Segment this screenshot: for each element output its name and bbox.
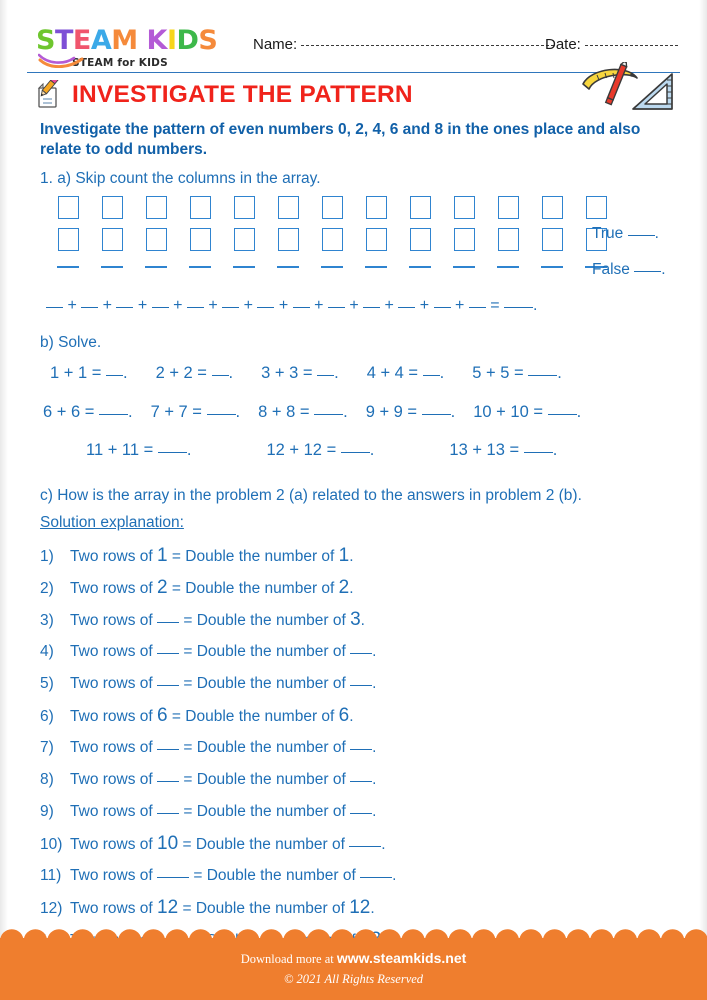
period: .	[334, 364, 339, 382]
solve-problem	[449, 441, 557, 459]
solution-middle-text: = Double the number of	[179, 612, 351, 629]
array-cell[interactable]	[310, 228, 354, 251]
blank-line	[233, 266, 255, 268]
solution-double-of-blank[interactable]	[350, 781, 372, 782]
solution-double-of-value: 6	[338, 705, 350, 726]
solve-answer-blank[interactable]	[158, 452, 187, 453]
array-square[interactable]	[498, 196, 519, 219]
solution-item-number: 4)	[40, 643, 54, 660]
blank-line	[497, 266, 519, 268]
column-count-blank[interactable]	[442, 266, 486, 268]
solution-double-of-blank[interactable]	[350, 813, 372, 814]
logo-letter: S	[36, 25, 55, 56]
solution-double-of-blank[interactable]	[350, 653, 372, 654]
column-count-blank[interactable]	[90, 266, 134, 268]
array-row-1	[46, 196, 618, 219]
array-cell[interactable]	[134, 228, 178, 251]
plus-operator: +	[450, 297, 469, 314]
solution-prefix-text: Two rows of	[66, 675, 158, 692]
blank-line	[145, 266, 167, 268]
logo-letter: S	[198, 25, 218, 56]
array-square[interactable]	[234, 196, 255, 219]
period: .	[370, 900, 375, 917]
blank-line	[277, 266, 299, 268]
plus-operator: +	[415, 297, 434, 314]
solve-answer-blank[interactable]	[341, 452, 370, 453]
period: .	[228, 364, 234, 382]
name-label: Name:	[253, 36, 298, 53]
sum-term-blank[interactable]	[363, 307, 380, 308]
array-square[interactable]	[190, 228, 211, 251]
false-blank[interactable]	[634, 271, 661, 272]
period: .	[127, 403, 133, 421]
period: .	[576, 403, 582, 421]
solution-double-of-blank[interactable]	[349, 846, 381, 847]
plus-operator: +	[98, 297, 117, 314]
name-input-line[interactable]	[301, 45, 554, 46]
solve-row-1	[50, 364, 562, 383]
blank-line	[101, 266, 123, 268]
logo-letter: K	[146, 25, 167, 56]
solution-list-item	[40, 764, 660, 796]
logo-letter	[138, 27, 147, 54]
solution-list-item	[40, 604, 660, 636]
solution-middle-text: = Double the number of	[179, 803, 351, 820]
question-1b-prompt: b) Solve.	[40, 334, 102, 351]
array-cell[interactable]	[354, 196, 398, 219]
solve-expression: 10 + 10 =	[473, 403, 548, 421]
solution-middle-text: = Double the number of	[178, 836, 350, 853]
solution-rows-of-blank[interactable]	[157, 877, 189, 878]
solve-expression: 1 + 1 =	[50, 364, 106, 382]
plus-operator: +	[380, 297, 399, 314]
solve-problem	[156, 364, 234, 382]
array-cell[interactable]	[310, 196, 354, 219]
sum-term-blank[interactable]	[257, 307, 274, 308]
array-cell[interactable]	[530, 228, 574, 251]
blank-line	[541, 266, 563, 268]
solve-expression: 5 + 5 =	[472, 364, 529, 382]
array-square[interactable]	[102, 228, 123, 251]
plus-operator: +	[239, 297, 258, 314]
period: .	[450, 403, 456, 421]
array-square[interactable]	[278, 196, 299, 219]
array-square[interactable]	[454, 196, 475, 219]
column-count-blank[interactable]	[266, 266, 310, 268]
question-1a-prompt: 1. a) Skip count the columns in the array.	[40, 170, 321, 187]
pencil-paper-icon	[32, 80, 62, 110]
plus-operator: +	[344, 297, 364, 314]
array-square[interactable]	[278, 228, 299, 251]
solution-list-item	[40, 860, 660, 892]
true-false-block	[592, 216, 666, 289]
blank-line	[321, 266, 343, 268]
sum-term-blank[interactable]	[434, 307, 451, 308]
logo-tagline: STEAM for KIDS	[72, 57, 168, 69]
column-count-blank[interactable]	[222, 266, 266, 268]
array-square[interactable]	[366, 228, 387, 251]
column-count-blank[interactable]	[46, 266, 90, 268]
solve-answer-blank[interactable]	[528, 375, 557, 376]
solution-rows-of-value: 10	[157, 833, 179, 854]
solve-expression: 3 + 3 =	[261, 364, 318, 382]
solution-rows-of-blank[interactable]	[157, 685, 179, 686]
solve-answer-blank[interactable]	[423, 375, 440, 376]
period: .	[360, 612, 365, 629]
plus-operator: +	[63, 297, 82, 314]
solve-problem	[258, 403, 348, 421]
period: .	[372, 643, 377, 660]
date-input-line[interactable]	[585, 45, 678, 46]
solve-expression: 6 + 6 =	[43, 403, 99, 421]
blank-line	[409, 266, 431, 268]
intro-paragraph: Investigate the pattern of even numbers 0, 2, 4, 6 and 8 in the ones place and also relate to odd numbers.	[40, 121, 641, 159]
plus-operator: +	[309, 297, 328, 314]
period: .	[372, 739, 377, 756]
period: .	[381, 836, 386, 853]
array-cell[interactable]	[266, 228, 310, 251]
solve-problem	[366, 403, 456, 421]
solve-problem	[266, 441, 374, 459]
logo-letter: I	[166, 25, 177, 56]
page-left-edge	[0, 0, 8, 1000]
logo-wordmark	[36, 27, 217, 54]
solution-prefix-text: Two rows of	[66, 708, 158, 725]
solution-prefix-text: Two rows of	[66, 803, 158, 820]
solution-double-of-value: 2	[338, 577, 350, 598]
solution-double-of-value: 3	[350, 609, 361, 630]
column-count-blank[interactable]	[134, 266, 178, 268]
period: .	[557, 364, 562, 382]
solution-item-number: 1)	[40, 548, 54, 565]
solve-expression: 4 + 4 =	[366, 364, 423, 382]
sum-term-blank[interactable]	[152, 307, 169, 308]
solve-expression: 12 + 12 =	[266, 441, 341, 459]
solution-middle-text: = Double the number of	[179, 643, 351, 660]
sum-term-blank[interactable]	[293, 307, 310, 308]
footer-site-link[interactable]: www.steamkids.net	[336, 950, 467, 966]
array-cell[interactable]	[178, 228, 222, 251]
solve-answer-blank[interactable]	[207, 414, 236, 415]
period: .	[349, 708, 354, 725]
solution-item-number: 11)	[40, 867, 62, 884]
solution-list	[40, 540, 660, 956]
column-count-blank[interactable]	[310, 266, 354, 268]
false-row: False .	[592, 261, 666, 279]
array-answer-blanks-row	[46, 266, 618, 268]
page-right-edge	[699, 0, 707, 1000]
blank-line	[57, 266, 79, 268]
solution-list-item	[40, 636, 660, 668]
solution-prefix-text: Two rows of	[66, 836, 158, 853]
array-square[interactable]	[410, 228, 431, 251]
footer-copyright: © 2021 All Rights Reserved	[283, 972, 424, 986]
solve-expression: 13 + 13 =	[449, 441, 524, 459]
solve-answer-blank[interactable]	[317, 375, 334, 376]
period: .	[235, 403, 241, 421]
solve-problem	[367, 364, 445, 382]
footer-scallop-edge	[0, 929, 707, 941]
page-header	[0, 0, 707, 70]
array-square[interactable]	[322, 196, 343, 219]
false-label: False	[592, 261, 630, 279]
column-count-blank[interactable]	[530, 266, 574, 268]
array-cell[interactable]	[178, 196, 222, 219]
period: .	[122, 364, 128, 382]
solution-item-number: 10)	[40, 836, 63, 853]
solve-answer-blank[interactable]	[106, 375, 123, 376]
solve-answer-blank[interactable]	[422, 414, 451, 415]
period: .	[533, 297, 538, 314]
logo-swoosh-icon	[38, 52, 86, 68]
solution-double-of-blank[interactable]	[350, 685, 372, 686]
solution-rows-of-blank[interactable]	[157, 781, 179, 782]
array-square[interactable]	[542, 196, 563, 219]
array-cell[interactable]	[222, 196, 266, 219]
solution-item-number: 5)	[40, 675, 54, 692]
array-cell[interactable]	[134, 196, 178, 219]
solution-middle-text: = Double the number of	[167, 548, 339, 565]
solution-prefix-text: Two rows of	[66, 739, 158, 756]
solution-item-number: 7)	[40, 739, 54, 756]
solve-row-2	[43, 403, 581, 422]
title-row	[32, 80, 413, 110]
solution-rows-of-blank[interactable]	[157, 622, 179, 623]
solution-list-item	[40, 796, 660, 828]
array-cell[interactable]	[90, 228, 134, 251]
array-cell[interactable]	[486, 196, 530, 219]
solution-prefix-text: Two rows of	[66, 900, 158, 917]
blank-line	[453, 266, 475, 268]
blank-line	[189, 266, 211, 268]
sum-term-blank[interactable]	[81, 307, 98, 308]
array-square[interactable]	[366, 196, 387, 219]
array-cell[interactable]	[442, 228, 486, 251]
solution-item-number: 2)	[40, 580, 54, 597]
array-square[interactable]	[498, 228, 519, 251]
solve-row-3	[86, 441, 557, 460]
period: .	[439, 364, 445, 382]
date-field-row	[545, 36, 678, 53]
array-square[interactable]	[146, 228, 167, 251]
solution-item-number: 3)	[40, 612, 54, 629]
solution-list-item	[40, 572, 660, 604]
logo-letter: A	[90, 25, 112, 56]
array-square[interactable]	[542, 228, 563, 251]
array-square[interactable]	[322, 228, 343, 251]
steam-kids-logo	[36, 27, 217, 69]
sum-result-blank[interactable]	[504, 307, 533, 308]
period: .	[392, 867, 397, 884]
sum-term-blank[interactable]	[222, 307, 239, 308]
period: .	[372, 675, 377, 692]
solve-answer-blank[interactable]	[212, 375, 229, 376]
array-square[interactable]	[234, 228, 255, 251]
solution-middle-text: = Double the number of	[167, 580, 339, 597]
solve-answer-blank[interactable]	[314, 414, 343, 415]
true-blank[interactable]	[628, 235, 655, 236]
column-count-blank[interactable]	[486, 266, 530, 268]
page-title: INVESTIGATE THE PATTERN	[72, 81, 413, 108]
logo-letter: T	[54, 25, 73, 56]
solve-problem	[86, 441, 191, 459]
addition-sum-line	[46, 297, 538, 315]
solution-list-item	[40, 700, 660, 732]
period: .	[372, 803, 377, 820]
column-count-blank[interactable]	[178, 266, 222, 268]
true-row: True .	[592, 225, 659, 242]
array-cell[interactable]	[222, 228, 266, 251]
solution-rows-of-blank[interactable]	[157, 653, 179, 654]
solution-double-of-blank[interactable]	[350, 749, 372, 750]
array-square[interactable]	[454, 228, 475, 251]
solution-prefix-text: Two rows of	[66, 612, 158, 629]
solution-middle-text: = Double the number of	[167, 708, 339, 725]
solution-item-number: 12)	[40, 900, 63, 917]
solution-list-item	[40, 668, 660, 700]
array-cell[interactable]	[442, 196, 486, 219]
array-square[interactable]	[58, 228, 79, 251]
array-square[interactable]	[58, 196, 79, 219]
solve-problem	[261, 364, 339, 382]
array-cell[interactable]	[46, 228, 90, 251]
solution-prefix-text: Two rows of	[66, 548, 158, 565]
solution-list-item	[40, 828, 660, 860]
sum-term-blank[interactable]	[187, 307, 204, 308]
sum-term-blank[interactable]	[398, 307, 415, 308]
solve-expression: 7 + 7 =	[150, 403, 207, 421]
solve-expression: 8 + 8 =	[258, 403, 315, 421]
date-label: Date:	[545, 36, 581, 53]
logo-letter: E	[72, 25, 91, 56]
period: .	[186, 441, 192, 459]
footer-download-text: Download more at	[240, 952, 334, 966]
solution-list-item	[40, 732, 660, 764]
array-square[interactable]	[102, 196, 123, 219]
solution-rows-of-blank[interactable]	[157, 813, 179, 814]
sum-term-blank[interactable]	[469, 307, 486, 308]
solution-rows-of-value: 6	[157, 705, 168, 726]
question-1c-prompt: c) How is the array in the problem 2 (a) related to the answers in problem 2 (b).	[40, 487, 582, 504]
solution-prefix-text: Two rows of	[66, 580, 158, 597]
solve-problem	[472, 364, 562, 382]
array-cell[interactable]	[530, 196, 574, 219]
solve-answer-blank[interactable]	[548, 414, 577, 415]
ruler-pencil-triangle-icon	[575, 62, 680, 118]
array-cell[interactable]	[354, 228, 398, 251]
period: .	[372, 771, 377, 788]
array-cell[interactable]	[90, 196, 134, 219]
solve-problem	[50, 364, 128, 382]
array-cell[interactable]	[486, 228, 530, 251]
period: .	[349, 548, 354, 565]
solution-double-of-value: 12	[349, 897, 371, 918]
period: .	[369, 441, 375, 459]
solve-expression: 11 + 11 =	[86, 441, 158, 459]
period: .	[552, 441, 558, 459]
sum-term-blank[interactable]	[328, 307, 345, 308]
solution-list-item	[40, 540, 660, 572]
solution-prefix-text: Two rows of	[66, 643, 158, 660]
solve-problem	[151, 403, 241, 421]
array-square[interactable]	[146, 196, 167, 219]
solve-answer-blank[interactable]	[524, 452, 553, 453]
solution-prefix-text: Two rows of	[66, 771, 158, 788]
sum-term-blank[interactable]	[46, 307, 63, 308]
period: .	[349, 580, 354, 597]
period: .	[343, 403, 348, 421]
name-field-row	[253, 36, 554, 53]
array-cell[interactable]	[46, 196, 90, 219]
solution-rows-of-value: 2	[157, 577, 168, 598]
solve-problem	[473, 403, 581, 421]
solution-middle-text: = Double the number of	[189, 867, 361, 884]
plus-operator: +	[274, 297, 293, 314]
solve-expression: 9 + 9 =	[365, 403, 422, 421]
column-count-blank[interactable]	[398, 266, 442, 268]
array-row-2	[46, 228, 618, 251]
solution-rows-of-value: 12	[157, 897, 179, 918]
square-array	[46, 196, 618, 268]
solution-middle-text: = Double the number of	[179, 739, 351, 756]
logo-letter: M	[111, 25, 138, 56]
solve-problem	[43, 403, 133, 421]
solution-middle-text: = Double the number of	[179, 675, 351, 692]
array-square[interactable]	[410, 196, 431, 219]
solve-answer-blank[interactable]	[99, 414, 128, 415]
array-cell[interactable]	[398, 228, 442, 251]
array-cell[interactable]	[398, 196, 442, 219]
plus-operator: +	[133, 297, 152, 314]
plus-operator: +	[168, 297, 187, 314]
column-count-blank[interactable]	[354, 266, 398, 268]
plus-operator: +	[203, 297, 223, 314]
solve-expression: 2 + 2 =	[155, 364, 212, 382]
solution-item-number: 9)	[40, 803, 54, 820]
logo-letter: D	[176, 25, 199, 56]
array-cell[interactable]	[266, 196, 310, 219]
solution-middle-text: = Double the number of	[178, 900, 350, 917]
page-footer	[0, 938, 707, 1000]
solution-item-number: 8)	[40, 771, 54, 788]
solution-prefix-text: Two rows of	[66, 867, 158, 884]
solution-double-of-blank[interactable]	[360, 877, 392, 878]
solution-rows-of-value: 1	[157, 545, 168, 566]
array-square[interactable]	[190, 196, 211, 219]
sum-term-blank[interactable]	[116, 307, 133, 308]
equals-operator: =	[485, 297, 505, 314]
solution-middle-text: = Double the number of	[179, 771, 351, 788]
solution-list-item	[40, 892, 660, 924]
solution-explanation-heading: Solution explanation:	[40, 514, 184, 531]
solution-double-of-value: 1	[338, 545, 350, 566]
blank-line	[365, 266, 387, 268]
true-label: True	[592, 225, 624, 242]
solution-rows-of-blank[interactable]	[157, 749, 179, 750]
footer-download-line	[0, 950, 707, 967]
solution-item-number: 6)	[40, 708, 54, 725]
